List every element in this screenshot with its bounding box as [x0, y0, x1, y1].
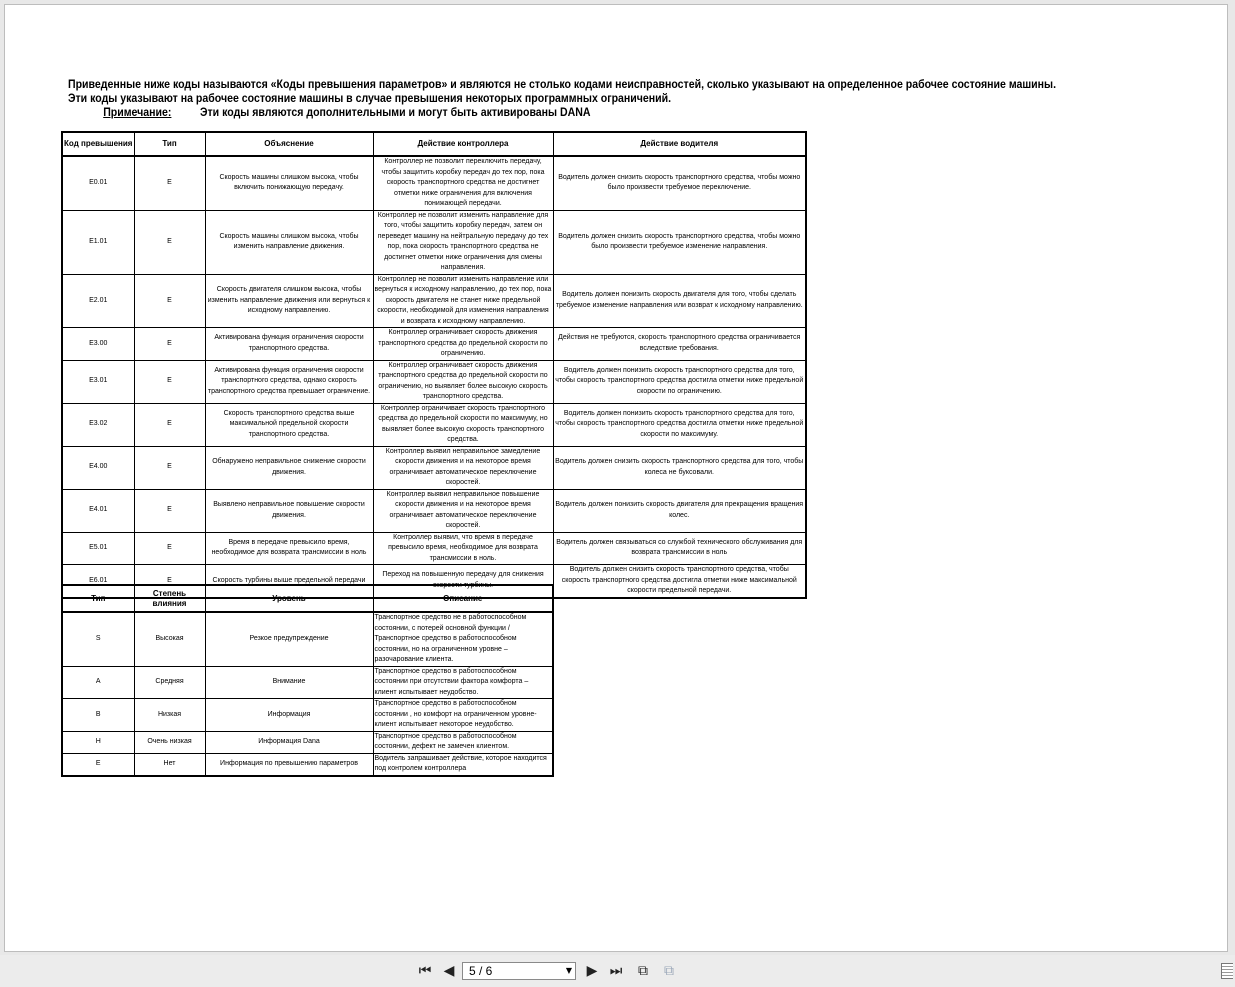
code-cell: E5.01 [62, 532, 134, 565]
first-page-icon[interactable]: ⏮ [418, 963, 432, 979]
driver-cell: Водитель должен снизить скорость транспортного средства для того, чтобы колеса не буксовали. [553, 446, 806, 489]
description-cell: Водитель запрашивает действие, которое находится под контролем контроллера [373, 753, 553, 776]
code-cell: E6.01 [62, 565, 134, 598]
controller-cell: Контроллер выявил неправильное повышение скорости движения и на некоторое время ограничивает автоматическое переключение скоростей. [373, 489, 553, 532]
table-row [62, 699, 553, 732]
table-row [62, 360, 806, 403]
driver-cell: Водитель должен снизить скорость транспортного средства, чтобы можно было произвести требуемое переключение. [553, 156, 806, 210]
last-page-icon[interactable]: ⏭ [609, 963, 623, 979]
description-cell: Транспортное средство не в работоспособном состоянии, с потерей основной функции / Транспортное средство в работоспособном состоянии, но на ограниченном уровне – разочарование клиента. [373, 612, 553, 666]
impact-cell: Низкая [134, 699, 205, 732]
driver-cell: Водитель должен понизить скорость транспортного средства для того, чтобы скорость транспортного средства достигла отметки ниже предельной скорости по ограничению. [553, 360, 806, 403]
driver-cell: Водитель должен понизить скорость двигателя для прекращения вращения колес. [553, 489, 806, 532]
description-cell: Транспортное средство в работоспособном состоянии при отсутствии фактора комфорта – клиент испытывает неудобство. [373, 666, 553, 699]
explanation-cell: Активирована функция ограничения скорости транспортного средства, однако скорость транспортного средства превышает ограничение. [205, 360, 373, 403]
controller-cell: Контроллер не позволит изменить направление для того, чтобы защитить коробку передач, затем он переведет машину на нейтральную передачу до тех пор, пока скорость транспортного средства не достигнет отметки ниже ограничения для смены направления. [373, 210, 553, 274]
level-cell: Информация по превышению параметров [205, 753, 373, 776]
type-cell: E [134, 403, 205, 446]
table-row [62, 489, 806, 532]
header-controller-action: Действие контроллера [373, 132, 553, 156]
code-cell: E1.01 [62, 210, 134, 274]
note-label: Примечание: [103, 105, 172, 119]
type-cell: E [134, 328, 205, 361]
header-level: Уровень [205, 585, 373, 612]
viewer-toolbar [0, 955, 1235, 987]
table-row [62, 274, 806, 328]
controller-cell: Контроллер выявил, что время в передаче превысило время, необходимое для возврата трансмиссии в ноль. [373, 532, 553, 565]
header-driver-action: Действие водителя [553, 132, 806, 156]
explanation-cell: Выявлено неправильное повышение скорости движения. [205, 489, 373, 532]
driver-cell: Водитель должен понизить скорость двигателя для того, чтобы сделать требуемое изменение направления или возврат к исходному направлению. [553, 274, 806, 328]
sidebar-icon[interactable] [1221, 963, 1233, 979]
prev-page-icon[interactable]: ◀ [443, 963, 455, 979]
code-cell: E4.00 [62, 446, 134, 489]
impact-cell: Высокая [134, 612, 205, 666]
explanation-cell: Скорость турбины выше предельной передачи [205, 565, 373, 598]
type-cell: E [134, 156, 205, 210]
explanation-cell: Скорость транспортного средства выше максимальной предельной скорости транспортного средства. [205, 403, 373, 446]
type-cell: A [62, 666, 134, 699]
driver-cell: Водитель должен снизить скорость транспортного средства, чтобы скорость транспортного средства достигла отметки ниже максимальной скорости предельной передачи. [553, 565, 806, 598]
controller-cell: Контроллер ограничивает скорость транспортного средства до предельной скорости по максимуму, но выявляет более высокую скорость транспортного средства. [373, 403, 553, 446]
table-row [62, 446, 806, 489]
fit-width-icon[interactable]: ⧉ [664, 963, 674, 979]
type-cell: E [134, 360, 205, 403]
header-impact: Степень влияния [134, 585, 205, 612]
level-cell: Информация Dana [205, 731, 373, 753]
impact-cell: Нет [134, 753, 205, 776]
type-cell: E [62, 753, 134, 776]
type-cell: S [62, 612, 134, 666]
driver-cell: Водитель должен снизить скорость транспортного средства, чтобы можно было произвести требуемое изменение направления. [553, 210, 806, 274]
controller-cell: Контроллер ограничивает скорость движения транспортного средства до предельной скорости по ограничению. [373, 328, 553, 361]
code-cell: E4.01 [62, 489, 134, 532]
explanation-cell: Скорость машины слишком высока, чтобы включить понижающую передачу. [205, 156, 373, 210]
page-number: 5 / 6 [469, 964, 493, 978]
level-cell: Информация [205, 699, 373, 732]
explanation-cell: Обнаружено неправильное снижение скорости движения. [205, 446, 373, 489]
level-cell: Резкое предупреждение [205, 612, 373, 666]
type-cell: E [134, 274, 205, 328]
next-page-icon[interactable]: ▶ [586, 963, 598, 979]
code-cell: E3.01 [62, 360, 134, 403]
header-type: Тип [134, 132, 205, 156]
controller-cell: Контроллер не позволит изменить направление или вернуться к исходному направлению, до тех пор, пока скорость двигателя не станет ниже предельной скорости, необходимой для изменения направления и возврата к исходному направлению. [373, 274, 553, 328]
type-cell: E [134, 210, 205, 274]
code-cell: E2.01 [62, 274, 134, 328]
header-code: Код превышения [62, 132, 134, 156]
controller-cell: Контроллер ограничивает скорость движения транспортного средства до предельной скорости по ограничению, но выявляет более высокую скорость транспортного средства. [373, 360, 553, 403]
table-row [62, 666, 553, 699]
intro-note [68, 105, 1036, 119]
exceedance-codes-table [61, 131, 807, 599]
code-cell: E0.01 [62, 156, 134, 210]
type-cell: E [134, 446, 205, 489]
description-cell: Транспортное средство в работоспособном состоянии, дефект не замечен клиентом. [373, 731, 553, 753]
type-cell: E [134, 489, 205, 532]
header-description: Описание [373, 585, 553, 612]
impact-cell: Очень низкая [134, 731, 205, 753]
page-selector[interactable] [462, 962, 576, 980]
intro-text [68, 77, 1057, 119]
explanation-cell: Время в передаче превысило время, необходимое для возврата трансмиссии в ноль [205, 532, 373, 565]
driver-cell: Водитель должен понизить скорость транспортного средства для того, чтобы скорость транспортного средства достигла отметки ниже предельной скорости по максимуму. [553, 403, 806, 446]
note-text: Эти коды являются дополнительными и могут быть активированы DANA [200, 105, 591, 119]
header-type: Тип [62, 585, 134, 612]
code-cell: E3.00 [62, 328, 134, 361]
controller-cell: Контроллер не позволит переключить передачу, чтобы защитить коробку передач до тех пор, пока скорость транспортного средства не достигнет отметки ниже ограничения для включения понижающей передачи. [373, 156, 553, 210]
type-cell: E [134, 565, 205, 598]
level-cell: Внимание [205, 666, 373, 699]
intro-line-1: Приведенные ниже коды называются «Коды превышения параметров» и являются не столько кодами неисправностей, сколько указывают на определенное рабочее состояние машины. [68, 77, 1057, 91]
driver-cell: Действия не требуются, скорость транспортного средства ограничивается вследствие требования. [553, 328, 806, 361]
table-row [62, 731, 553, 753]
table-row [62, 403, 806, 446]
table-row [62, 612, 553, 666]
type-cell: E [134, 532, 205, 565]
table-row [62, 156, 806, 210]
intro-line-2: Эти коды указывают на рабочее состояние машины в случае превышения некоторых программных ограничений. [68, 91, 672, 105]
chevron-down-icon: ▼ [565, 966, 572, 975]
table-row [62, 328, 806, 361]
fit-page-icon[interactable]: ⧉ [638, 963, 648, 979]
code-cell: E3.02 [62, 403, 134, 446]
driver-cell: Водитель должен связываться со службой технического обслуживания для возврата трансмиссии в ноль [553, 532, 806, 565]
controller-cell: Контроллер выявил неправильное замедление скорости движения и на некоторое время ограничивает автоматическое переключение скоростей. [373, 446, 553, 489]
header-explanation: Объяснение [205, 132, 373, 156]
severity-table [61, 584, 554, 777]
type-cell: H [62, 731, 134, 753]
explanation-cell: Скорость машины слишком высока, чтобы изменить направление движения. [205, 210, 373, 274]
table-row [62, 753, 553, 776]
explanation-cell: Скорость двигателя слишком высока, чтобы изменить направление движения или вернуться к исходному направлению. [205, 274, 373, 328]
type-cell: B [62, 699, 134, 732]
table-row [62, 532, 806, 565]
explanation-cell: Активирована функция ограничения скорости транспортного средства. [205, 328, 373, 361]
description-cell: Транспортное средство в работоспособном состоянии , но комфорт на ограниченном уровне- клиент испытывает некоторое неудобство. [373, 699, 553, 732]
table-row [62, 210, 806, 274]
controller-cell: Переход на повышенную передачу для снижения скорости турбины. [373, 565, 553, 598]
impact-cell: Средняя [134, 666, 205, 699]
